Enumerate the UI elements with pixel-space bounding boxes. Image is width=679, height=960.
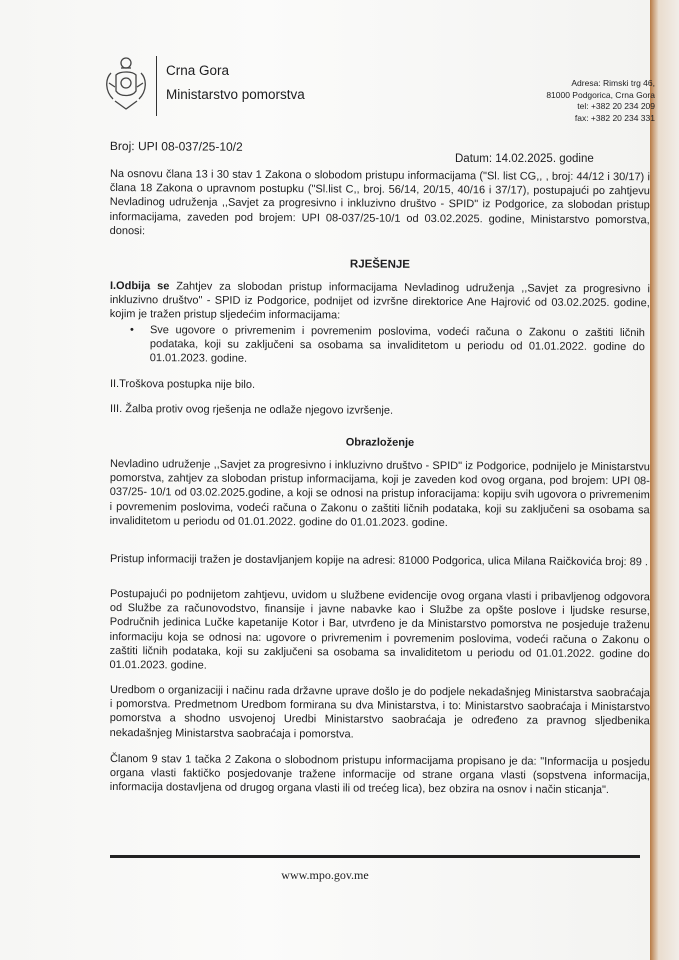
reasoning-paragraph: Članom 9 stav 1 tačka 2 Zakona o slobodnom pristupu informacijama propisano je da: "Informacija u posjedu organa vlasti faktičko posjedovanje tražene informacije od strane organa vlasti (sopstvena informacija, informacija dostavljena od drugog organa vlasti ili od trećeg lica), bez obzira na osnov i način sticanja". bbox=[109, 753, 650, 797]
address-block bbox=[520, 78, 655, 124]
footer-rule bbox=[110, 855, 640, 858]
decision-item-1 bbox=[110, 279, 650, 325]
reference-number: Broj: UPI 08-037/25-10/2 bbox=[109, 139, 243, 154]
footer-url: www.mpo.gov.me bbox=[281, 868, 369, 882]
decision-item-1-text: Zahtjev za slobodan pristup informacijama Nevladinog udruženja ,,Savjet za progresivno i inkluzivno društvo" - SPID iz Podgorice, podnijet od izvršne direktorice Ane Hajrović od 03.02.2025. godine, kojim je tražen pristup sljedećim informacijama: bbox=[109, 280, 650, 322]
reasoning-paragraph: Pristup informaciji tražen je dostavljanjem kopije na adresi: 81000 Podgorica, ulica Milana Raičkovića broj: 89 . bbox=[109, 553, 649, 569]
bullet-icon: • bbox=[129, 323, 134, 337]
ministry-name: Ministarstvo pomorstva bbox=[166, 87, 305, 102]
bullet-text: Sve ugovore o privremenim i povremenim poslovima, vodeći računa o Zakonu o zaštiti ličnih podataka, koji su zaključeni sa osobama sa invaliditetom u periodu od 01.01.2022. godine do 01.01.2023. godine. bbox=[149, 324, 645, 366]
reasoning-paragraph: Nevladino udruženje ,,Savjet za progresivno i inkluzivno društvo - SPID" iz Podgorice, podnijelo je Ministarstvu pomorstva, zahtjev za slobodan pristup informacijama, koji je zaveden kod ovog organa, pod brojem: UPI 08-037/25- 10/1 od 03.02.2025.godine, a koji se odnosi na pristup inforacijama: kopiju svih ugovora o privremenim i povremenim poslovima, vodeći računa o Zakonu o zaštiti ličnih podataka, koji su zaključeni sa osobama sa invaliditetom u periodu od 01.01.2022. godine do 01.01.2023. godine. bbox=[109, 457, 650, 529]
decision-item-2: II.Troškova postupka nije bilo. bbox=[109, 377, 256, 391]
decision-bullet bbox=[130, 323, 645, 369]
decision-item-3: III. Žalba protiv ovog rješenja ne odlaže njegovo izvršenje. bbox=[109, 402, 394, 417]
intro-paragraph: Na osnovu člana 13 i 30 stav 1 Zakona o slobodom pristupu informacijama ("Sl. list CG,, , broj: 44/12 i 30/17) i člana 18 Zakona o upravnom postupku ("Sl.list C,, broj. 56/14, 20/15, 40/16 i 37/17), postupajući po zahtjevu Nevladinog udruženja ,,Savjet za progresivno i inkluzivno društvo - SPID" iz Podgorice, za slobodan pristup informacijama, zaveden pod brojem: UPI 08-037/25-10/1 od 03.02.2025. godine, Ministarstvo pomorstva, donosi: bbox=[109, 167, 650, 238]
fax-line: fax: +382 20 234 331 bbox=[574, 112, 655, 123]
address-line: Adresa: Rimski trg 46, bbox=[571, 78, 655, 88]
reasoning-paragraph: Postupajući po podnijetom zahtjevu, uvidom u službene evidencije ovog organa vlasti i pribavljenog odgovora od Službe za računovodstvo, finansije i javne nabavke kao i Službe za opšte poslove i ljudske resurse, Područnih jedinica Lučke kapetanije Kotor i Bar, utvrđeno je da Ministarstvo pomorstva ne posjeduje traženu informaciju koja se odnosi na: ugovore o privremenim i povremenim poslovima, vodeći računa o Zakonu o zaštiti ličnih podataka, koji su zaključeni sa osobama sa invaliditetom u periodu od 01.01.2022. godine do 01.01.2023. godine. bbox=[109, 588, 650, 672]
reasoning-paragraph: Uredbom o organizaciji i načinu rada državne uprave došlo je do podjele nekadašnjeg Ministarstva saobraćaja i pomorstva. Predmetnom Uredbom formirana su dva Ministarstva, i to: Ministarstvo saobraćaja i Ministarstvo pomorstva a shodno usvojenoj Uredbi Ministarstvo saobraćaja je određeno za pravnog sljedbenika nekadašnjeg Ministarstva saobraćaja i pomorstva. bbox=[109, 684, 650, 741]
coat-of-arms-icon bbox=[103, 55, 149, 113]
phone-line: tel: +382 20 234 209 bbox=[577, 101, 655, 111]
country-name: Crna Gora bbox=[166, 63, 230, 78]
document-date: Datum: 14.02.2025. godine bbox=[455, 153, 594, 165]
decision-title: RJEŠENJE bbox=[349, 258, 411, 271]
paper-edge bbox=[650, 0, 679, 960]
address-line: 81000 Podgorica, Crna Gora bbox=[546, 89, 655, 100]
header-divider bbox=[156, 56, 157, 116]
reasoning-title: Obrazloženje bbox=[345, 436, 415, 449]
decision-item-1-lead: I.Odbija se bbox=[109, 279, 170, 293]
